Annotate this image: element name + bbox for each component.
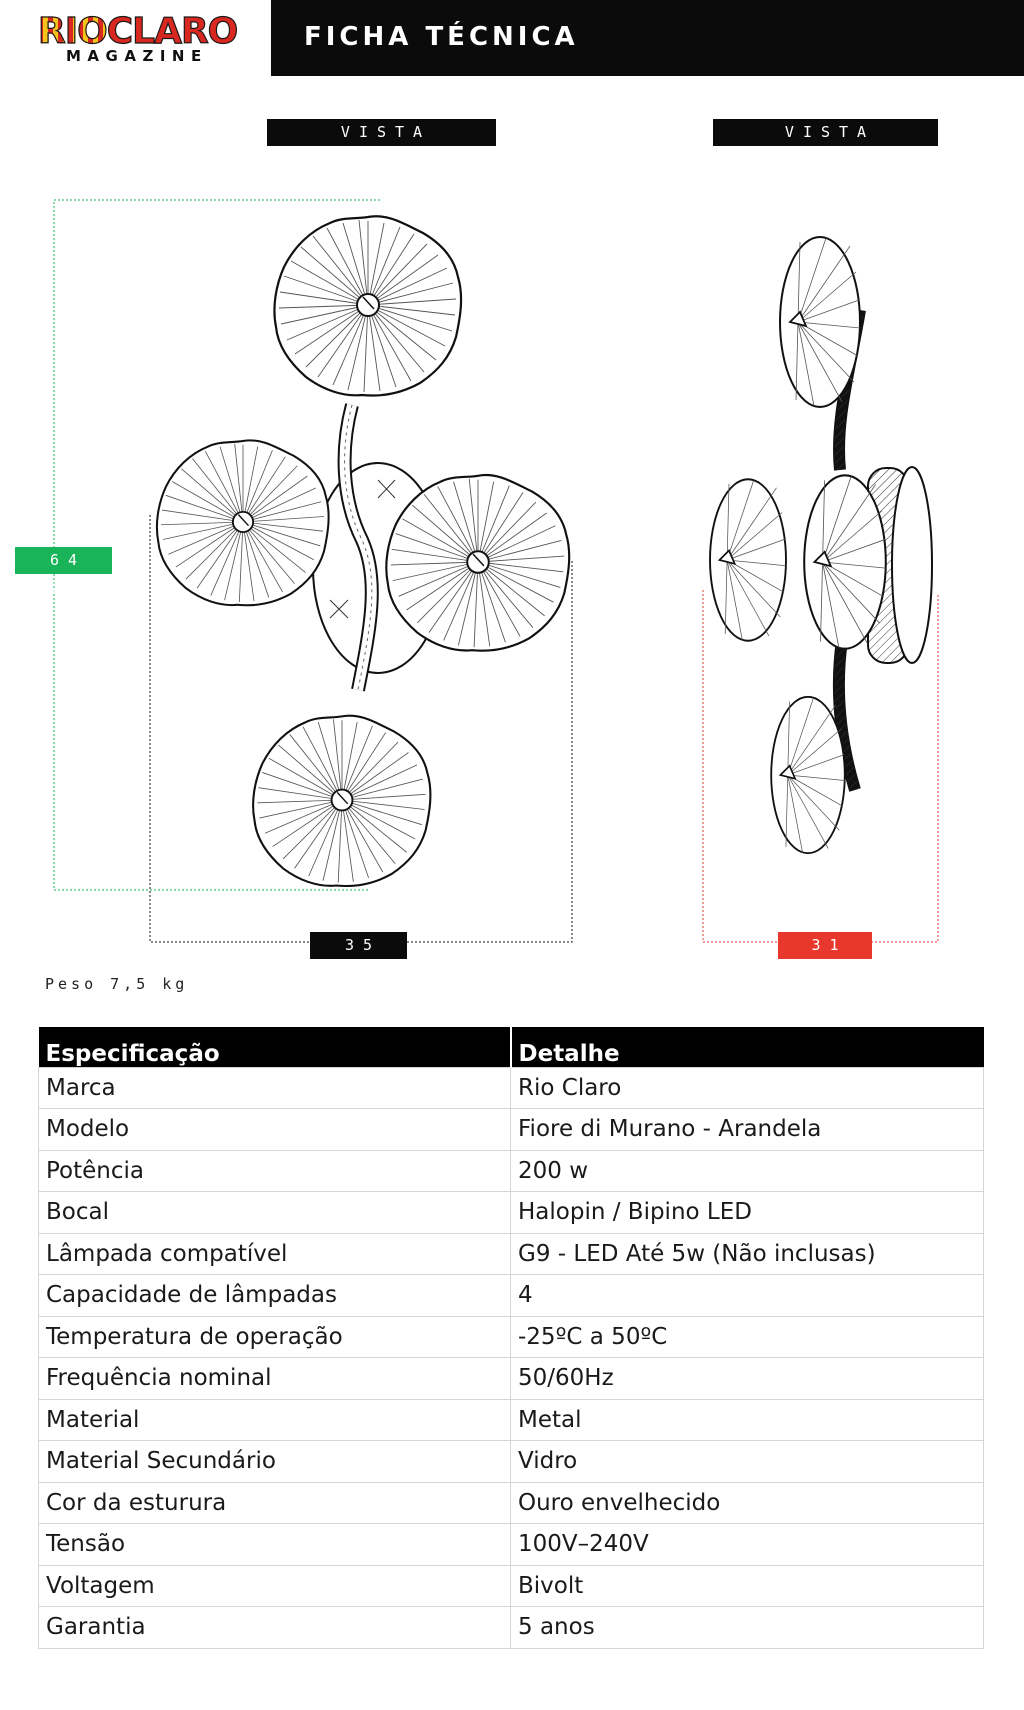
side-view-label: VISTA LATERAL — [713, 119, 938, 146]
depth-dimension-tag: 31 cm — [778, 932, 872, 959]
spec-value: 4 — [511, 1275, 984, 1317]
spec-name: Temperatura de operação — [39, 1316, 511, 1358]
table-row — [39, 1399, 984, 1441]
spec-value: Rio Claro — [511, 1067, 984, 1109]
logo-wordmark-rest: CLARO — [106, 11, 238, 52]
spec-name: Marca — [39, 1067, 511, 1109]
table-header-detail: Detalhe — [511, 1027, 984, 1067]
spec-value: Metal — [511, 1399, 984, 1441]
front-view-drawing — [157, 216, 569, 886]
spec-value: G9 - LED Até 5w (Não inclusas) — [511, 1233, 984, 1275]
spec-name: Lâmpada compatível — [39, 1233, 511, 1275]
table-row — [39, 1358, 984, 1400]
spec-name: Material Secundário — [39, 1441, 511, 1483]
table-row — [39, 1316, 984, 1358]
spec-value: Ouro envelhecido — [511, 1482, 984, 1524]
spec-name: Voltagem — [39, 1565, 511, 1607]
table-row — [39, 1607, 984, 1649]
table-row — [39, 1109, 984, 1151]
page-title: FICHA TÉCNICA — [304, 22, 579, 52]
weight-label: Peso 7,5 kg — [45, 975, 189, 993]
table-row — [39, 1524, 984, 1566]
spec-value: Bivolt — [511, 1565, 984, 1607]
spec-name: Capacidade de lâmpadas — [39, 1275, 511, 1317]
spec-value: -25ºC a 50ºC — [511, 1316, 984, 1358]
table-header-row — [39, 1027, 984, 1067]
spec-table — [38, 1027, 984, 1649]
logo-subtitle: MAGAZINE — [66, 47, 208, 65]
spec-name: Cor da esturura — [39, 1482, 511, 1524]
spec-value: 200 w — [511, 1150, 984, 1192]
spec-name: Material — [39, 1399, 511, 1441]
spec-value: Fiore di Murano - Arandela — [511, 1109, 984, 1151]
height-dimension-tag: 64 cm — [15, 547, 112, 574]
table-row — [39, 1192, 984, 1234]
table-row — [39, 1482, 984, 1524]
side-view-drawing — [710, 237, 932, 853]
table-row — [39, 1565, 984, 1607]
spec-name: Bocal — [39, 1192, 511, 1234]
spec-name: Potência — [39, 1150, 511, 1192]
spec-name: Tensão — [39, 1524, 511, 1566]
table-row — [39, 1441, 984, 1483]
front-view-label: VISTA FRONTAL — [267, 119, 496, 146]
width-dimension-tag: 35 cm — [310, 932, 407, 959]
table-row — [39, 1233, 984, 1275]
table-row — [39, 1067, 984, 1109]
spec-value: Vidro — [511, 1441, 984, 1483]
logo-wordmark: RIOCLARO — [38, 11, 238, 52]
spec-name: Frequência nominal — [39, 1358, 511, 1400]
spec-name: Modelo — [39, 1109, 511, 1151]
spec-value: 100V–240V — [511, 1524, 984, 1566]
table-row — [39, 1275, 984, 1317]
table-row — [39, 1150, 984, 1192]
spec-value: 5 anos — [511, 1607, 984, 1649]
table-header-spec: Especificação — [39, 1027, 511, 1067]
spec-name: Garantia — [39, 1607, 511, 1649]
spec-value: 50/60Hz — [511, 1358, 984, 1400]
spec-value: Halopin / Bipino LED — [511, 1192, 984, 1234]
